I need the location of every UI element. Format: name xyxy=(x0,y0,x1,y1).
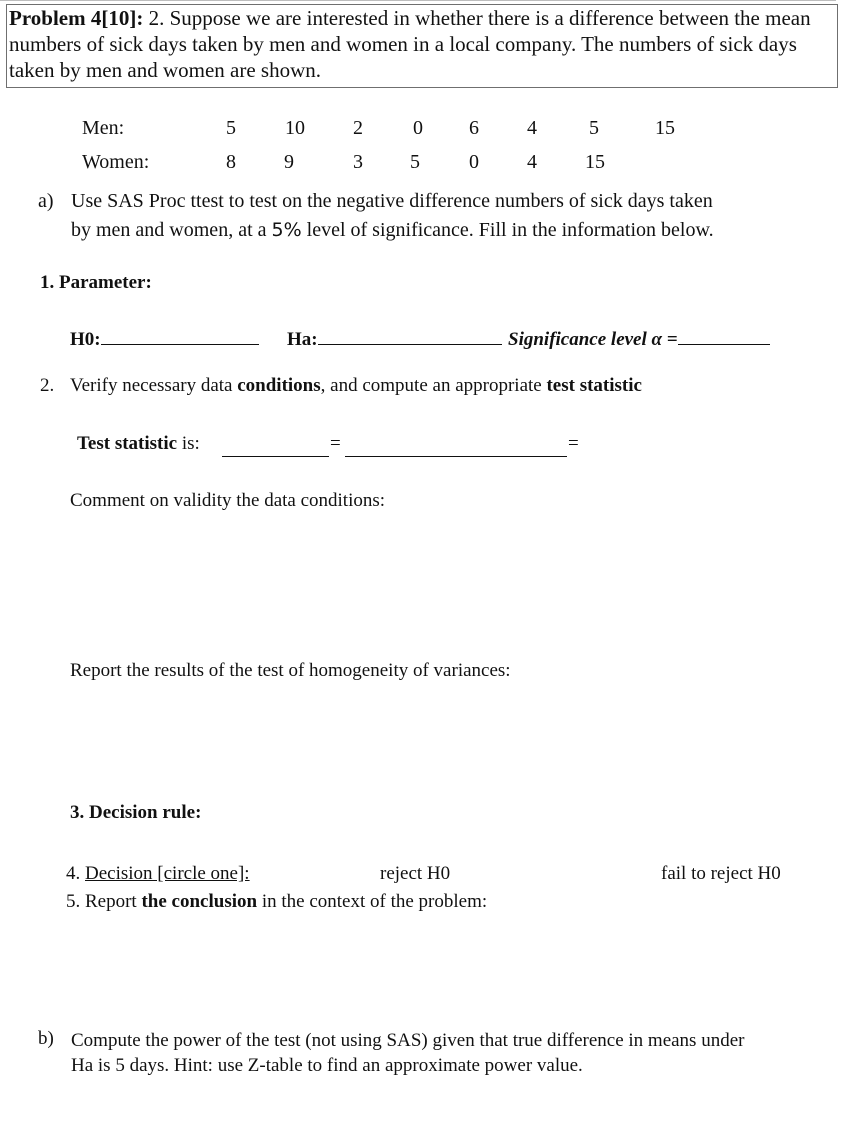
conclusion-label: 5. Report the conclusion in the context of the problem: xyxy=(66,891,488,912)
h0-blank[interactable] xyxy=(101,344,259,345)
equals-sign: = xyxy=(568,433,579,454)
men-value: 10 xyxy=(285,117,305,139)
step2-number: 2. xyxy=(40,375,55,396)
option-fail-to-reject-h0[interactable]: fail to reject H0 xyxy=(661,863,781,884)
significance-percent: 5% xyxy=(271,219,302,241)
step2-text: Verify necessary data conditions, and compute an appropriate test statistic xyxy=(70,375,642,396)
part-a-marker: a) xyxy=(38,190,54,212)
men-value: 0 xyxy=(413,117,423,139)
problem-header xyxy=(6,4,838,88)
homogeneity-label: Report the results of the test of homogeneity of variances: xyxy=(70,660,511,681)
women-value: 3 xyxy=(353,151,363,173)
part-b-text xyxy=(71,1028,744,1078)
h0-label: H0: xyxy=(70,329,101,350)
option-reject-h0[interactable]: reject H0 xyxy=(380,863,451,884)
men-value: 2 xyxy=(353,117,363,139)
men-value: 6 xyxy=(469,117,479,139)
problem-text: 2. Suppose we are interested in whether there is a difference between the mean numbers of sick days taken by men and women in a local company. The numbers of sick days taken by men and women are shown. xyxy=(9,6,811,82)
women-value: 8 xyxy=(226,151,236,173)
test-statistic-formula-blank[interactable] xyxy=(345,436,567,457)
women-value: 4 xyxy=(527,151,537,173)
test-statistic-name-blank[interactable] xyxy=(222,436,329,457)
comment-label: Comment on validity the data conditions: xyxy=(70,490,386,511)
women-value: 0 xyxy=(469,151,479,173)
part-b-marker: b) xyxy=(38,1028,54,1049)
women-row xyxy=(0,151,852,177)
men-label: Men: xyxy=(82,117,125,139)
equals-sign: = xyxy=(330,433,341,454)
part-b-line-1: Compute the power of the test (not using SAS) given that true difference in means under xyxy=(71,1030,745,1051)
women-value: 9 xyxy=(284,151,294,173)
test-statistic-label: Test statistic xyxy=(77,433,178,454)
men-value: 4 xyxy=(527,117,537,139)
part-a-line-1: Use SAS Proc ttest to test on the negative difference numbers of sick days taken xyxy=(71,190,713,212)
part-a-line-2: by men and women, at a 5% level of significance. Fill in the information below. xyxy=(71,219,714,241)
ha-blank[interactable] xyxy=(318,344,502,345)
part-b-line-2: Ha is 5 days. Hint: use Z-table to find an approximate power value. xyxy=(71,1055,583,1076)
significance-group xyxy=(508,329,770,351)
top-rule xyxy=(0,0,836,1)
ha-group xyxy=(287,329,502,351)
part-a-text xyxy=(71,187,841,245)
men-value: 5 xyxy=(226,117,236,139)
parameter-label: 1. Parameter: xyxy=(40,272,152,293)
test-statistic-row: Test statistic is: xyxy=(77,433,200,454)
ha-label: Ha: xyxy=(287,329,318,350)
hypotheses-row xyxy=(70,329,259,351)
women-label: Women: xyxy=(82,151,150,173)
women-value: 15 xyxy=(585,151,605,173)
significance-level-label: Significance level α = xyxy=(508,329,678,350)
significance-blank[interactable] xyxy=(678,344,770,345)
decision-rule-label: 3. Decision rule: xyxy=(70,802,202,823)
men-value: 15 xyxy=(655,117,675,139)
decision-row: 4. Decision [circle one]: xyxy=(66,863,250,884)
men-value: 5 xyxy=(589,117,599,139)
problem-label: Problem 4[10]: xyxy=(9,6,144,30)
decision-label: Decision [circle one]: xyxy=(85,863,250,884)
women-value: 5 xyxy=(410,151,420,173)
men-row xyxy=(0,117,852,143)
